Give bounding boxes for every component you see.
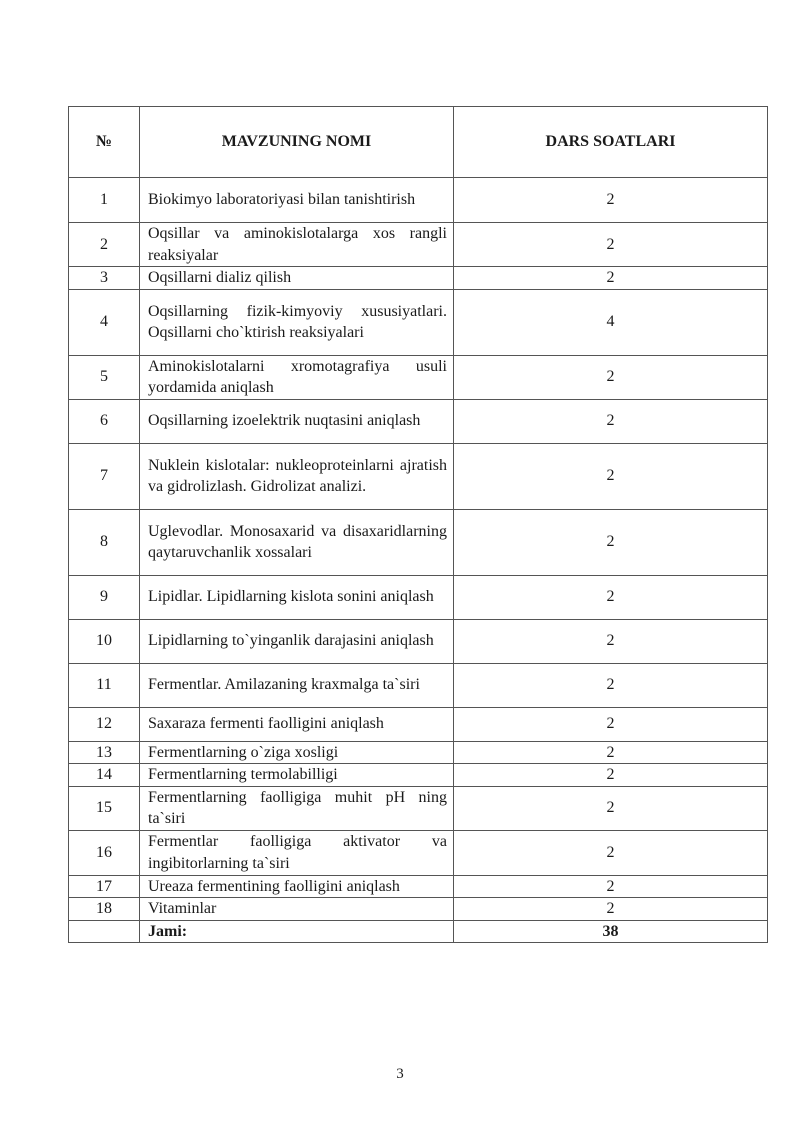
row-topic: Oqsillar va aminokislotalarga xos rangli reaksiyalar bbox=[140, 223, 454, 267]
table-row bbox=[69, 399, 768, 443]
total-label: Jami: bbox=[140, 920, 454, 943]
row-hours: 2 bbox=[454, 399, 768, 443]
page-number: 3 bbox=[396, 1066, 404, 1082]
row-number: 7 bbox=[69, 443, 140, 509]
table-header-row bbox=[69, 107, 768, 178]
topics-table bbox=[68, 106, 768, 943]
row-hours: 2 bbox=[454, 178, 768, 223]
row-hours: 2 bbox=[454, 764, 768, 787]
table-row bbox=[69, 707, 768, 741]
row-number: 3 bbox=[69, 267, 140, 290]
row-number: 12 bbox=[69, 707, 140, 741]
row-topic: Lipidlar. Lipidlarning kislota sonini aniqlash bbox=[140, 575, 454, 619]
row-hours: 2 bbox=[454, 707, 768, 741]
row-topic: Fermentlarning termolabilligi bbox=[140, 764, 454, 787]
row-topic: Lipidlarning to`yinganlik darajasini aniqlash bbox=[140, 619, 454, 663]
row-hours: 2 bbox=[454, 619, 768, 663]
total-row bbox=[69, 920, 768, 943]
row-hours: 2 bbox=[454, 355, 768, 399]
total-hours: 38 bbox=[454, 920, 768, 943]
row-topic: Fermentlarning faolligiga muhit pH ning ta`siri bbox=[140, 786, 454, 830]
row-hours: 2 bbox=[454, 509, 768, 575]
table-row bbox=[69, 619, 768, 663]
row-number: 8 bbox=[69, 509, 140, 575]
table-row bbox=[69, 898, 768, 921]
table-row bbox=[69, 786, 768, 830]
row-hours: 2 bbox=[454, 875, 768, 898]
row-number: 17 bbox=[69, 875, 140, 898]
header-topic: MAVZUNING NOMI bbox=[140, 107, 454, 178]
table-row bbox=[69, 267, 768, 290]
table-row bbox=[69, 289, 768, 355]
table-row bbox=[69, 741, 768, 764]
row-number: 15 bbox=[69, 786, 140, 830]
row-topic: Uglevodlar. Monosaxarid va disaxaridlarning qaytaruvchanlik xossalari bbox=[140, 509, 454, 575]
row-hours: 2 bbox=[454, 898, 768, 921]
row-topic: Oqsillarning fizik-kimyoviy xususiyatlari. Oqsillarni cho`ktirish reaksiyalari bbox=[140, 289, 454, 355]
row-hours: 2 bbox=[454, 830, 768, 875]
row-number: 10 bbox=[69, 619, 140, 663]
table-row bbox=[69, 223, 768, 267]
row-topic: Oqsillarni dializ qilish bbox=[140, 267, 454, 290]
table-row bbox=[69, 443, 768, 509]
row-topic: Fermentlar faolligiga aktivator va ingibitorlarning ta`siri bbox=[140, 830, 454, 875]
table-row bbox=[69, 178, 768, 223]
row-topic: Fermentlarning o`ziga xosligi bbox=[140, 741, 454, 764]
total-empty-cell bbox=[69, 920, 140, 943]
table-row bbox=[69, 355, 768, 399]
row-hours: 2 bbox=[454, 663, 768, 707]
row-number: 5 bbox=[69, 355, 140, 399]
row-topic: Nuklein kislotalar: nukleoproteinlarni ajratish va gidrolizlash. Gidrolizat analizi. bbox=[140, 443, 454, 509]
row-number: 16 bbox=[69, 830, 140, 875]
table-row bbox=[69, 764, 768, 787]
row-number: 6 bbox=[69, 399, 140, 443]
row-topic: Biokimyo laboratoriyasi bilan tanishtirish bbox=[140, 178, 454, 223]
table-row bbox=[69, 575, 768, 619]
header-hours: DARS SOATLARI bbox=[454, 107, 768, 178]
row-topic: Vitaminlar bbox=[140, 898, 454, 921]
row-topic: Saxaraza fermenti faolligini aniqlash bbox=[140, 707, 454, 741]
row-number: 4 bbox=[69, 289, 140, 355]
row-hours: 2 bbox=[454, 443, 768, 509]
row-hours: 2 bbox=[454, 575, 768, 619]
row-topic: Aminokislotalarni xromotagrafiya usuli yordamida aniqlash bbox=[140, 355, 454, 399]
row-hours: 2 bbox=[454, 267, 768, 290]
row-number: 13 bbox=[69, 741, 140, 764]
header-number: № bbox=[69, 107, 140, 178]
row-topic: Fermentlar. Amilazaning kraxmalga ta`siri bbox=[140, 663, 454, 707]
row-hours: 2 bbox=[454, 741, 768, 764]
row-hours: 2 bbox=[454, 786, 768, 830]
row-topic: Ureaza fermentining faolligini aniqlash bbox=[140, 875, 454, 898]
row-topic: Oqsillarning izoelektrik nuqtasini aniqlash bbox=[140, 399, 454, 443]
row-hours: 4 bbox=[454, 289, 768, 355]
table-row bbox=[69, 875, 768, 898]
row-number: 18 bbox=[69, 898, 140, 921]
row-number: 1 bbox=[69, 178, 140, 223]
table-row bbox=[69, 830, 768, 875]
row-number: 2 bbox=[69, 223, 140, 267]
row-number: 14 bbox=[69, 764, 140, 787]
row-number: 11 bbox=[69, 663, 140, 707]
table-row bbox=[69, 509, 768, 575]
row-number: 9 bbox=[69, 575, 140, 619]
table-row bbox=[69, 663, 768, 707]
row-hours: 2 bbox=[454, 223, 768, 267]
